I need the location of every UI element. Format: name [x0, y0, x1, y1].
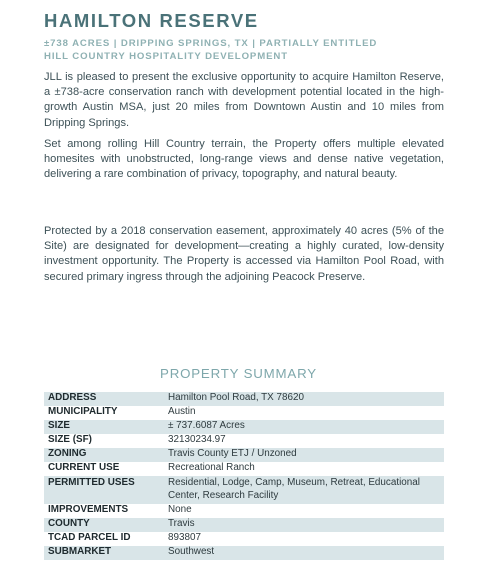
property-summary-heading: PROPERTY SUMMARY	[160, 366, 317, 381]
row-label: ADDRESS	[44, 392, 158, 406]
row-label: PERMITTED USES	[44, 476, 158, 504]
table-row	[44, 476, 444, 504]
table-row	[44, 406, 444, 420]
table-row	[44, 462, 444, 476]
row-value: Recreational Ranch	[168, 462, 255, 473]
row-value: 32130234.97	[168, 434, 226, 445]
row-value: Residential, Lodge, Camp, Museum, Retreat, Educational Center, Research Facility	[158, 476, 444, 504]
subtitle-line-2: HILL COUNTRY HOSPITALITY DEVELOPMENT	[44, 50, 289, 62]
row-value: Southwest	[158, 546, 444, 560]
row-label: SIZE (SF)	[48, 434, 92, 445]
table-row	[44, 518, 444, 532]
row-value: ± 737.6087 Acres	[158, 420, 444, 434]
row-label: COUNTY	[44, 518, 158, 532]
row-label: TCAD PARCEL ID	[48, 532, 131, 543]
page-subtitle	[44, 38, 464, 63]
row-value: 893807	[168, 532, 201, 543]
page-title: HAMILTON RESERVE	[44, 10, 259, 31]
row-label: ZONING	[44, 448, 158, 462]
table-row	[44, 392, 444, 406]
row-label: MUNICIPALITY	[48, 406, 118, 417]
row-value: None	[168, 504, 192, 515]
property-summary-table	[44, 392, 444, 560]
row-value: Travis County ETJ / Unzoned	[158, 448, 444, 462]
row-value: Hamilton Pool Road, TX 78620	[158, 392, 444, 406]
table-row	[44, 434, 444, 448]
row-label: SUBMARKET	[44, 546, 158, 560]
subtitle-line-1: ±738 ACRES | DRIPPING SPRINGS, TX | PARTIALLY ENTITLED	[44, 38, 378, 49]
table-row	[44, 448, 444, 462]
row-value: Travis	[158, 518, 444, 532]
row-value: Austin	[168, 406, 196, 417]
intro-paragraph: JLL is pleased to present the exclusive opportunity to acquire Hamilton Reserve, a ±738-acre conservation ranch with development potential located in the high-growth Austin MSA, just 20 miles from Downtown Austin and 10 miles from Dripping Springs.	[44, 71, 444, 129]
terrain-paragraph: Set among rolling Hill Country terrain, the Property offers multiple elevated homesites with unobstructed, long-range views and dense native vegetation, delivering a rare combination of privacy, topography, and natural beauty.	[44, 138, 444, 181]
table-row	[44, 504, 444, 518]
easement-paragraph: Protected by a 2018 conservation easement, approximately 40 acres (5% of the Site) are designated for development—creating a highly curated, low-density investment opportunity. The Property is accessed via Hamilton Pool Road, with secured primary ingress through the adjoining Peacock Preserve.	[44, 225, 444, 283]
table-row	[44, 532, 444, 546]
row-label: SIZE	[44, 420, 158, 434]
row-label: CURRENT USE	[48, 462, 120, 473]
table-row	[44, 546, 444, 560]
table-row	[44, 420, 444, 434]
row-label: IMPROVEMENTS	[48, 504, 129, 515]
